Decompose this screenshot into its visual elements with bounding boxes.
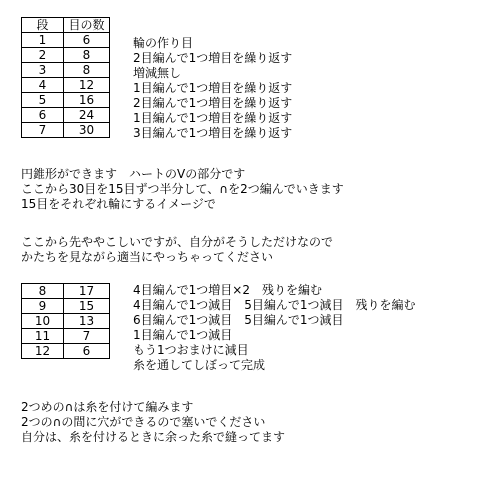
header-stitch-count: 目の数	[64, 18, 110, 33]
instruction-line: 6目編んで1つ減目 5目編んで1つ減目	[133, 313, 344, 327]
stitch-table-1	[21, 17, 110, 138]
stitch-count: 16	[64, 93, 110, 108]
row-number: 4	[22, 78, 64, 93]
stitch-count: 17	[64, 284, 110, 299]
row-instructions-2	[133, 283, 416, 373]
instruction-line: 輪の作り目	[133, 36, 194, 50]
paragraph-finish	[21, 400, 285, 445]
table-header-row	[22, 18, 110, 33]
stitch-count: 30	[64, 123, 110, 138]
stitch-count: 13	[64, 314, 110, 329]
instruction-line: 3目編んで1つ増目を繰り返す	[133, 126, 293, 140]
stitch-count: 8	[64, 63, 110, 78]
table-row	[22, 284, 110, 299]
row-number: 6	[22, 108, 64, 123]
table-row	[22, 123, 110, 138]
stitch-count: 6	[64, 33, 110, 48]
table-row	[22, 299, 110, 314]
row-number: 1	[22, 33, 64, 48]
table-row	[22, 33, 110, 48]
table-row	[22, 93, 110, 108]
stitch-count: 6	[64, 344, 110, 359]
paragraph-note	[21, 235, 333, 265]
instruction-line: 1目編んで1つ増目を繰り返す	[133, 81, 293, 95]
paragraph-line: ここから30目を15目ずつ半分して、∩を2つ編んでいきます	[21, 182, 344, 196]
paragraph-line: 円錐形ができます ハートのVの部分です	[21, 167, 246, 181]
table-row	[22, 48, 110, 63]
paragraph-line: 2つめの∩は糸を付けて編みます	[21, 400, 194, 414]
paragraph-line: 2つの∩の間に穴ができるので塞いでください	[21, 415, 266, 429]
row-number: 12	[22, 344, 64, 359]
instruction-line: 増減無し	[133, 66, 182, 80]
instruction-line: もう1つおまけに減目	[133, 343, 249, 357]
instruction-line: 4目編んで1つ増目×2 残りを編む	[133, 283, 322, 297]
instruction-line: 2目編んで1つ増目を繰り返す	[133, 51, 293, 65]
paragraph-line: 自分は、糸を付けるときに余った糸で縫ってます	[21, 430, 286, 444]
row-number: 10	[22, 314, 64, 329]
instruction-line: 糸を通してしぼって完成	[133, 358, 266, 372]
stitch-count: 7	[64, 329, 110, 344]
table-row	[22, 314, 110, 329]
table-row	[22, 344, 110, 359]
header-row-number: 段	[22, 18, 64, 33]
paragraph-line: 15目をそれぞれ輪にするイメージで	[21, 197, 216, 211]
row-number: 7	[22, 123, 64, 138]
row-number: 5	[22, 93, 64, 108]
instruction-line: 2目編んで1つ増目を繰り返す	[133, 96, 293, 110]
stitch-count: 12	[64, 78, 110, 93]
row-number: 8	[22, 284, 64, 299]
paragraph-line: かたちを見ながら適当にやっちゃってください	[21, 250, 274, 264]
table-row	[22, 108, 110, 123]
stitch-count: 24	[64, 108, 110, 123]
table-row	[22, 78, 110, 93]
instruction-line: 1目編んで1つ増目を繰り返す	[133, 111, 293, 125]
table-row	[22, 329, 110, 344]
stitch-table-2	[21, 283, 110, 359]
row-number: 9	[22, 299, 64, 314]
stitch-count: 8	[64, 48, 110, 63]
row-number: 2	[22, 48, 64, 63]
stitch-count: 15	[64, 299, 110, 314]
table-row	[22, 63, 110, 78]
instruction-line: 4目編んで1つ減目 5目編んで1つ減目 残りを編む	[133, 298, 416, 312]
row-number: 3	[22, 63, 64, 78]
instruction-line: 1目編んで1つ減目	[133, 328, 233, 342]
row-instructions-1	[133, 36, 292, 141]
paragraph-line: ここから先ややこしいですが、自分がそうしただけなので	[21, 235, 334, 249]
row-number: 11	[22, 329, 64, 344]
paragraph-cone	[21, 167, 344, 212]
